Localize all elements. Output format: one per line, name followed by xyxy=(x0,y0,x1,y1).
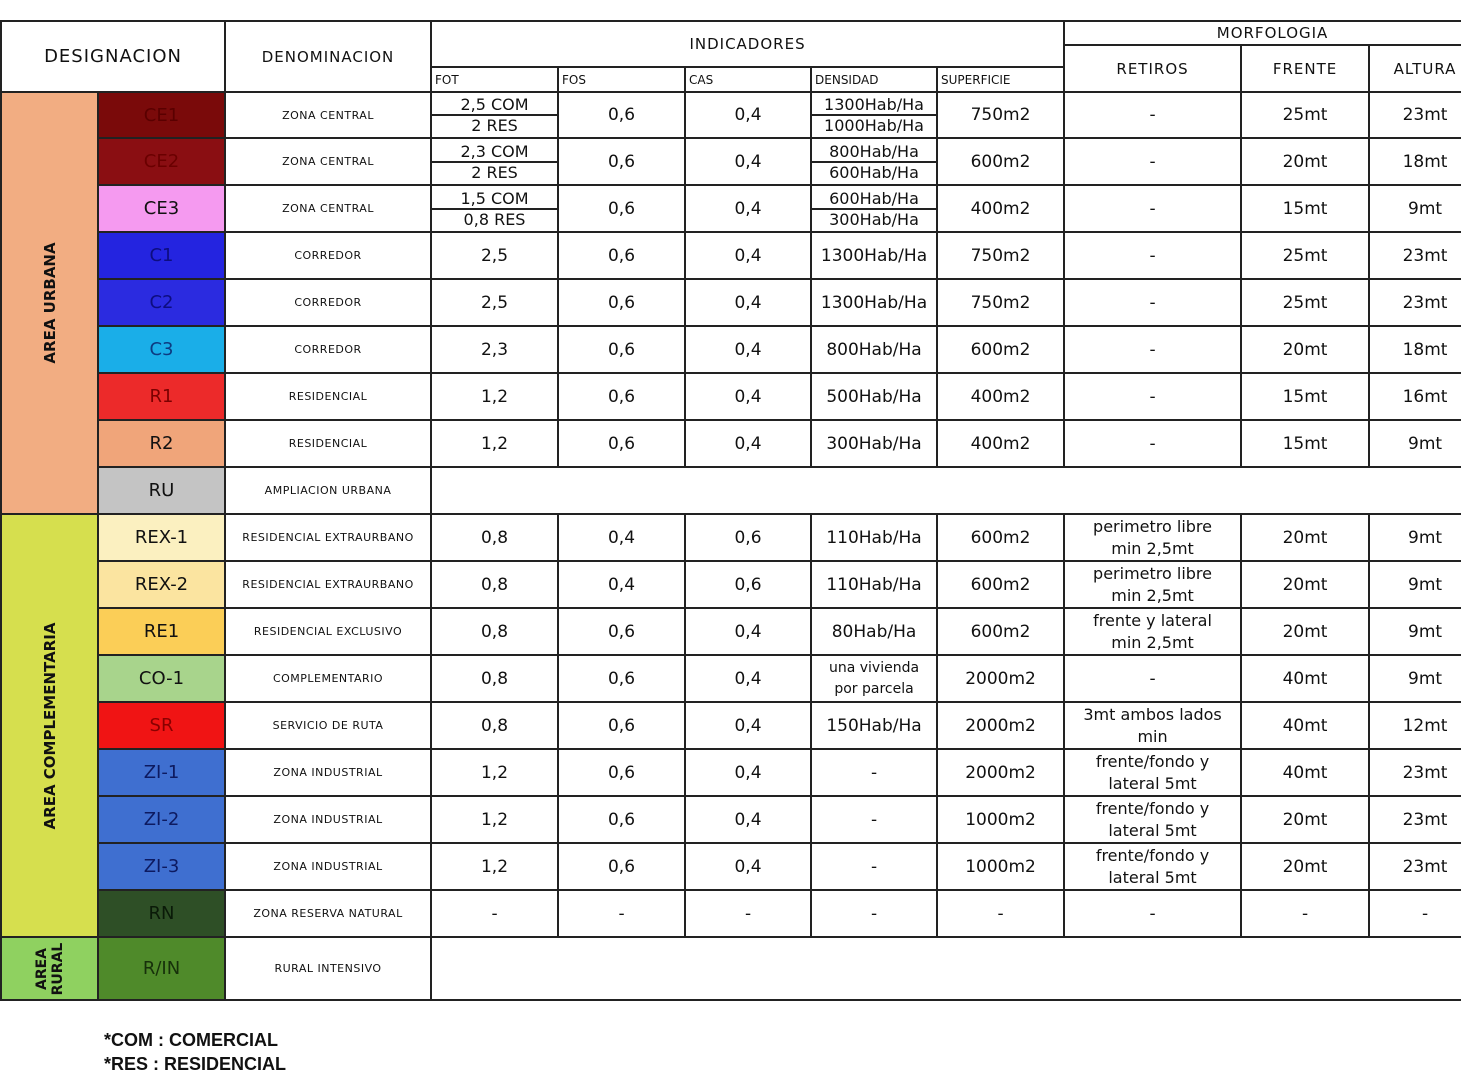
zone-denomination: ZONA INDUSTRIAL xyxy=(225,843,431,890)
retiros-value-line: frente/fondo y xyxy=(1095,798,1210,818)
empty-span xyxy=(431,467,1461,514)
header-morfologia: MORFOLOGIA xyxy=(1064,21,1461,45)
retiros-value-line: lateral 5mt xyxy=(1108,867,1197,887)
fos-value: 0,6 xyxy=(558,326,685,373)
zone-code: REX-2 xyxy=(98,561,225,608)
fot-value-part: 2 RES xyxy=(471,162,518,182)
superficie-value: 600m2 xyxy=(937,608,1064,655)
table-body xyxy=(1,92,1461,1000)
frente-value: 20mt xyxy=(1241,326,1369,373)
header-retiros: RETIROS xyxy=(1064,45,1241,92)
frente-value: 25mt xyxy=(1241,279,1369,326)
fos-value: 0,6 xyxy=(558,92,685,138)
table-row xyxy=(1,796,1461,843)
table-row xyxy=(1,279,1461,326)
fot-value: 0,8 xyxy=(431,608,558,655)
zone-code: RU xyxy=(98,467,225,514)
retiros-value-line: lateral 5mt xyxy=(1108,820,1197,840)
frente-value: 40mt xyxy=(1241,702,1369,749)
header-frente: FRENTE xyxy=(1241,45,1369,92)
fos-value: 0,6 xyxy=(558,796,685,843)
table-row xyxy=(1,232,1461,279)
densidad-value: - xyxy=(811,890,937,937)
altura-value: 23mt xyxy=(1369,279,1461,326)
frente-value: 20mt xyxy=(1241,514,1369,561)
densidad-value: 80Hab/Ha xyxy=(811,608,937,655)
area-cell xyxy=(1,937,98,1000)
frente-value: 15mt xyxy=(1241,420,1369,467)
fos-value: 0,6 xyxy=(558,373,685,420)
retiros-value xyxy=(1064,514,1241,561)
retiros-value-line: frente y lateral xyxy=(1093,610,1212,630)
superficie-value: 2000m2 xyxy=(937,702,1064,749)
retiros-value: - xyxy=(1064,890,1241,937)
retiros-value-line: min 2,5mt xyxy=(1111,585,1194,605)
fos-value: 0,6 xyxy=(558,749,685,796)
zone-code: R2 xyxy=(98,420,225,467)
cas-value: 0,4 xyxy=(685,655,811,702)
altura-value: 23mt xyxy=(1369,843,1461,890)
frente-value: 15mt xyxy=(1241,185,1369,232)
zone-code: ZI-2 xyxy=(98,796,225,843)
superficie-value: 600m2 xyxy=(937,561,1064,608)
frente-value: 20mt xyxy=(1241,561,1369,608)
retiros-value xyxy=(1064,702,1241,749)
table-row xyxy=(1,608,1461,655)
zone-code: CE3 xyxy=(98,185,225,232)
densidad-value: 800Hab/Ha xyxy=(811,326,937,373)
zone-denomination: ZONA CENTRAL xyxy=(225,92,431,138)
fot-value xyxy=(431,92,558,138)
footnote-res: *RES : RESIDENCIAL xyxy=(104,1054,287,1074)
altura-value: 18mt xyxy=(1369,138,1461,185)
fot-value: 1,2 xyxy=(431,749,558,796)
zone-denomination: RESIDENCIAL EXTRAURBANO xyxy=(225,514,431,561)
fos-value: 0,6 xyxy=(558,420,685,467)
cas-value: 0,4 xyxy=(685,92,811,138)
fos-value: 0,6 xyxy=(558,279,685,326)
retiros-value xyxy=(1064,749,1241,796)
densidad-value-line: una vivienda xyxy=(828,659,920,676)
zone-code: RE1 xyxy=(98,608,225,655)
area-cell xyxy=(1,514,98,937)
zone-code: ZI-3 xyxy=(98,843,225,890)
cas-value: 0,6 xyxy=(685,561,811,608)
fos-value: 0,6 xyxy=(558,185,685,232)
fos-value: 0,6 xyxy=(558,608,685,655)
frente-value: 15mt xyxy=(1241,373,1369,420)
densidad-value: 150Hab/Ha xyxy=(811,702,937,749)
fot-value-part: 1,5 COM xyxy=(432,189,557,210)
altura-value: 12mt xyxy=(1369,702,1461,749)
altura-value: 9mt xyxy=(1369,185,1461,232)
superficie-value: 600m2 xyxy=(937,514,1064,561)
zone-code: CE1 xyxy=(98,92,225,138)
densidad-value: - xyxy=(811,749,937,796)
zone-denomination: ZONA INDUSTRIAL xyxy=(225,749,431,796)
zone-denomination: CORREDOR xyxy=(225,232,431,279)
table-row xyxy=(1,843,1461,890)
zone-denomination: ZONA CENTRAL xyxy=(225,185,431,232)
empty-span xyxy=(431,937,1461,1000)
zone-code: R1 xyxy=(98,373,225,420)
densidad-value-line: por parcela xyxy=(834,680,914,697)
altura-value: 23mt xyxy=(1369,749,1461,796)
frente-value: 20mt xyxy=(1241,608,1369,655)
header-fot: FOT xyxy=(431,67,558,92)
fot-value: 1,2 xyxy=(431,373,558,420)
retiros-value: - xyxy=(1064,185,1241,232)
zone-code: R/IN xyxy=(98,937,225,1000)
table-row xyxy=(1,92,1461,138)
fot-value: 0,8 xyxy=(431,514,558,561)
fos-value: 0,4 xyxy=(558,514,685,561)
area-complementaria-label: AREA COMPLEMENTARIA xyxy=(40,622,59,829)
fot-value-part: 2,5 COM xyxy=(432,95,557,116)
table-row xyxy=(1,937,1461,1000)
superficie-value: 1000m2 xyxy=(937,796,1064,843)
frente-value: 40mt xyxy=(1241,749,1369,796)
header-fos: FOS xyxy=(558,67,685,92)
retiros-value xyxy=(1064,561,1241,608)
area-urbana-label: AREA URBANA xyxy=(40,242,59,364)
superficie-value: 400m2 xyxy=(937,420,1064,467)
altura-value: 18mt xyxy=(1369,326,1461,373)
cas-value: 0,4 xyxy=(685,373,811,420)
table-row xyxy=(1,514,1461,561)
zone-denomination: ZONA RESERVA NATURAL xyxy=(225,890,431,937)
fot-value xyxy=(431,138,558,185)
cas-value: 0,4 xyxy=(685,326,811,373)
fot-value-part: 0,8 RES xyxy=(463,209,526,229)
superficie-value: 400m2 xyxy=(937,185,1064,232)
retiros-value-line: min 2,5mt xyxy=(1111,538,1194,558)
densidad-value xyxy=(811,655,937,702)
zone-code: C1 xyxy=(98,232,225,279)
altura-value: 9mt xyxy=(1369,514,1461,561)
cas-value: 0,4 xyxy=(685,608,811,655)
superficie-value: 750m2 xyxy=(937,279,1064,326)
frente-value: 40mt xyxy=(1241,655,1369,702)
zone-code: C3 xyxy=(98,326,225,373)
retiros-value: - xyxy=(1064,420,1241,467)
superficie-value: 2000m2 xyxy=(937,655,1064,702)
retiros-value-line: min xyxy=(1137,726,1168,746)
footnote-com: *COM : COMERCIAL xyxy=(104,1030,278,1050)
densidad-value xyxy=(811,138,937,185)
densidad-value xyxy=(811,92,937,138)
table-row xyxy=(1,561,1461,608)
densidad-value-part: 1000Hab/Ha xyxy=(824,116,924,135)
retiros-value-line: lateral 5mt xyxy=(1108,773,1197,793)
retiros-value-line: min 2,5mt xyxy=(1111,632,1194,652)
retiros-value-line: 3mt ambos lados xyxy=(1083,704,1222,724)
header-altura: ALTURA xyxy=(1369,45,1461,92)
fot-value-part: 2,3 COM xyxy=(432,142,557,163)
area-rural-label xyxy=(34,942,66,995)
retiros-value xyxy=(1064,843,1241,890)
frente-value: 20mt xyxy=(1241,796,1369,843)
densidad-value: 110Hab/Ha xyxy=(811,514,937,561)
header-cas: CAS xyxy=(685,67,811,92)
superficie-value: 600m2 xyxy=(937,326,1064,373)
cas-value: 0,4 xyxy=(685,138,811,185)
zone-code: CE2 xyxy=(98,138,225,185)
table-row xyxy=(1,138,1461,185)
retiros-value-line: frente/fondo y xyxy=(1095,845,1210,865)
densidad-value-part: 600Hab/Ha xyxy=(812,189,936,210)
zone-code: SR xyxy=(98,702,225,749)
fos-value: 0,6 xyxy=(558,138,685,185)
zone-code: C2 xyxy=(98,279,225,326)
frente-value: 20mt xyxy=(1241,843,1369,890)
table-row xyxy=(1,749,1461,796)
cas-value: 0,4 xyxy=(685,279,811,326)
altura-value: 23mt xyxy=(1369,232,1461,279)
retiros-value: - xyxy=(1064,232,1241,279)
frente-value: 20mt xyxy=(1241,138,1369,185)
fos-value: 0,6 xyxy=(558,843,685,890)
altura-value: 16mt xyxy=(1369,373,1461,420)
header-denominacion: DENOMINACION xyxy=(225,21,431,92)
fos-value: 0,6 xyxy=(558,232,685,279)
retiros-value xyxy=(1064,796,1241,843)
altura-value: - xyxy=(1369,890,1461,937)
table-row xyxy=(1,326,1461,373)
zone-denomination: RESIDENCIAL EXCLUSIVO xyxy=(225,608,431,655)
superficie-value: 2000m2 xyxy=(937,749,1064,796)
densidad-value: 1300Hab/Ha xyxy=(811,232,937,279)
zone-denomination: RESIDENCIAL xyxy=(225,373,431,420)
fot-value: 2,5 xyxy=(431,232,558,279)
densidad-value-part: 300Hab/Ha xyxy=(829,209,919,229)
zone-denomination: ZONA CENTRAL xyxy=(225,138,431,185)
cas-value: 0,4 xyxy=(685,420,811,467)
fos-value: 0,6 xyxy=(558,655,685,702)
header-superficie: SUPERFICIE xyxy=(937,67,1064,92)
area-cell xyxy=(1,92,98,514)
area-rural-line: RURAL xyxy=(49,942,66,995)
zone-code: ZI-1 xyxy=(98,749,225,796)
table-row xyxy=(1,420,1461,467)
cas-value: 0,4 xyxy=(685,796,811,843)
retiros-value: - xyxy=(1064,326,1241,373)
table-row xyxy=(1,185,1461,232)
fot-value: 1,2 xyxy=(431,796,558,843)
superficie-value: 750m2 xyxy=(937,232,1064,279)
table-row xyxy=(1,467,1461,514)
altura-value: 9mt xyxy=(1369,655,1461,702)
retiros-value xyxy=(1064,608,1241,655)
retiros-value: - xyxy=(1064,92,1241,138)
densidad-value: 110Hab/Ha xyxy=(811,561,937,608)
table-row xyxy=(1,890,1461,937)
densidad-value: 300Hab/Ha xyxy=(811,420,937,467)
altura-value: 9mt xyxy=(1369,608,1461,655)
altura-value: 23mt xyxy=(1369,92,1461,138)
fot-value-part: 2 RES xyxy=(471,116,518,135)
superficie-value: 600m2 xyxy=(937,138,1064,185)
densidad-value-part: 1300Hab/Ha xyxy=(812,95,936,116)
cas-value: 0,4 xyxy=(685,232,811,279)
fot-value: 1,2 xyxy=(431,843,558,890)
densidad-value-part: 800Hab/Ha xyxy=(812,142,936,163)
densidad-value xyxy=(811,185,937,232)
zone-denomination: COMPLEMENTARIO xyxy=(225,655,431,702)
fos-value: 0,6 xyxy=(558,702,685,749)
retiros-value-line: perimetro libre xyxy=(1093,563,1212,583)
zone-denomination: SERVICIO DE RUTA xyxy=(225,702,431,749)
altura-value: 23mt xyxy=(1369,796,1461,843)
zone-denomination: AMPLIACION URBANA xyxy=(225,467,431,514)
cas-value: 0,4 xyxy=(685,702,811,749)
fot-value: - xyxy=(431,890,558,937)
retiros-value: - xyxy=(1064,655,1241,702)
retiros-value-line: perimetro libre xyxy=(1093,516,1212,536)
densidad-value: - xyxy=(811,843,937,890)
retiros-value: - xyxy=(1064,373,1241,420)
fot-value: 2,3 xyxy=(431,326,558,373)
zone-code: RN xyxy=(98,890,225,937)
table-row xyxy=(1,702,1461,749)
table-row xyxy=(1,655,1461,702)
fot-value: 0,8 xyxy=(431,561,558,608)
superficie-value: 400m2 xyxy=(937,373,1064,420)
zone-code: CO-1 xyxy=(98,655,225,702)
altura-value: 9mt xyxy=(1369,420,1461,467)
cas-value: 0,4 xyxy=(685,843,811,890)
densidad-value-part: 600Hab/Ha xyxy=(829,162,919,182)
fot-value: 1,2 xyxy=(431,420,558,467)
retiros-value: - xyxy=(1064,138,1241,185)
densidad-value: - xyxy=(811,796,937,843)
cas-value: 0,4 xyxy=(685,749,811,796)
zone-denomination: RESIDENCIAL xyxy=(225,420,431,467)
zone-denomination: CORREDOR xyxy=(225,279,431,326)
table-row xyxy=(1,373,1461,420)
densidad-value: 500Hab/Ha xyxy=(811,373,937,420)
fos-value: - xyxy=(558,890,685,937)
zone-code: REX-1 xyxy=(98,514,225,561)
header-indicadores: INDICADORES xyxy=(431,21,1064,67)
zone-denomination: RESIDENCIAL EXTRAURBANO xyxy=(225,561,431,608)
header-designacion: DESIGNACION xyxy=(1,21,225,92)
superficie-value: 1000m2 xyxy=(937,843,1064,890)
superficie-value: - xyxy=(937,890,1064,937)
frente-value: 25mt xyxy=(1241,92,1369,138)
fot-value: 0,8 xyxy=(431,655,558,702)
fot-value: 0,8 xyxy=(431,702,558,749)
frente-value: - xyxy=(1241,890,1369,937)
zone-denomination: RURAL INTENSIVO xyxy=(225,937,431,1000)
cas-value: 0,4 xyxy=(685,185,811,232)
zone-denomination: ZONA INDUSTRIAL xyxy=(225,796,431,843)
cas-value: 0,6 xyxy=(685,514,811,561)
fot-value: 2,5 xyxy=(431,279,558,326)
frente-value: 25mt xyxy=(1241,232,1369,279)
retiros-value-line: frente/fondo y xyxy=(1095,751,1210,771)
retiros-value: - xyxy=(1064,279,1241,326)
densidad-value: 1300Hab/Ha xyxy=(811,279,937,326)
fot-value xyxy=(431,185,558,232)
header-densidad: DENSIDAD xyxy=(811,67,937,92)
area-rural-line: AREA xyxy=(33,947,50,990)
fos-value: 0,4 xyxy=(558,561,685,608)
superficie-value: 750m2 xyxy=(937,92,1064,138)
cas-value: - xyxy=(685,890,811,937)
altura-value: 9mt xyxy=(1369,561,1461,608)
zone-denomination: CORREDOR xyxy=(225,326,431,373)
zoning-table xyxy=(0,20,1461,1001)
footnotes xyxy=(104,1028,286,1076)
